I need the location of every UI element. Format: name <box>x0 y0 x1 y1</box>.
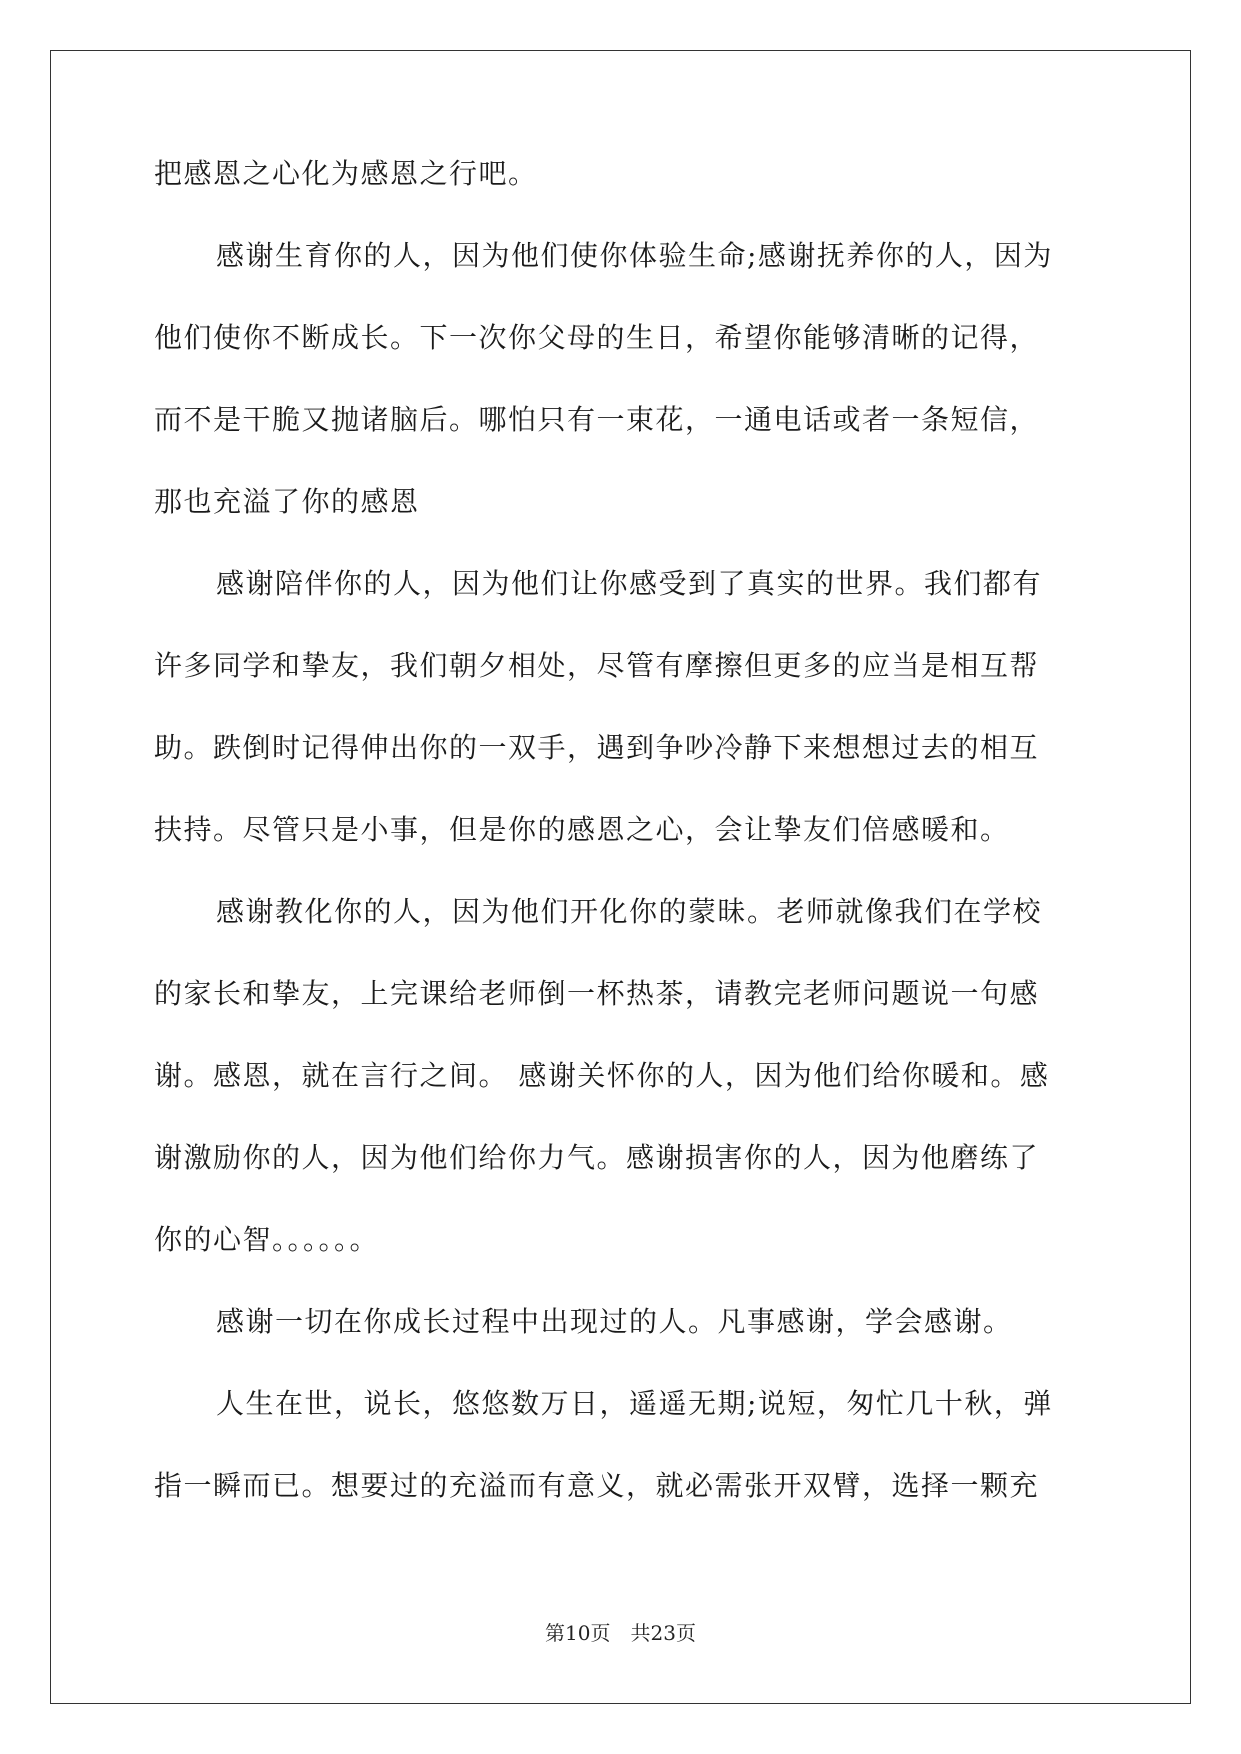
paragraph-start-line: 感谢一切在你成长过程中出现过的人。凡事感谢，学会感谢。 <box>216 1305 1013 1338</box>
paragraph-start-line: 人生在世，说长，悠悠数万日，遥遥无期;说短，匆忙几十秋，弹 <box>216 1387 1053 1420</box>
page-total: 共23页 <box>630 1621 696 1645</box>
text-line: 你的心智。。。。。。 <box>154 1223 380 1256</box>
page-number: 第10页 <box>545 1621 611 1645</box>
text-line: 扶持。尽管只是小事，但是你的感恩之心，会让挚友们倍感暖和。 <box>154 813 1010 846</box>
text-line: 把感恩之心化为感恩之行吧。 <box>154 157 538 190</box>
paragraph-start-line: 感谢教化你的人，因为他们开化你的蒙昧。老师就像我们在学校 <box>216 895 1043 928</box>
text-line: 谢激励你的人，因为他们给你力气。感谢损害你的人，因为他磨练了 <box>154 1141 1040 1174</box>
text-line: 谢。感恩，就在言行之间。 感谢关怀你的人，因为他们给你暖和。感 <box>154 1059 1050 1092</box>
paragraph-start-line: 感谢陪伴你的人，因为他们让你感受到了真实的世界。我们都有 <box>216 567 1043 600</box>
text-line: 助。跌倒时记得伸出你的一双手，遇到争吵冷静下来想想过去的相互 <box>154 731 1040 764</box>
text-line: 他们使你不断成长。下一次你父母的生日，希望你能够清晰的记得， <box>154 321 1040 354</box>
document-body <box>154 157 1089 1554</box>
text-line: 而不是干脆又抛诸脑后。哪怕只有一束花，一通电话或者一条短信， <box>154 403 1040 436</box>
text-line: 许多同学和挚友，我们朝夕相处，尽管有摩擦但更多的应当是相互帮 <box>154 649 1040 682</box>
paragraph-start-line: 感谢生育你的人，因为他们使你体验生命;感谢抚养你的人，因为 <box>216 239 1053 272</box>
text-line: 那也充溢了你的感恩 <box>154 485 420 518</box>
text-line: 的家长和挚友，上完课给老师倒一杯热茶，请教完老师问题说一句感 <box>154 977 1040 1010</box>
text-line: 指一瞬而已。想要过的充溢而有意义，就必需张开双臂，选择一颗充 <box>154 1469 1040 1502</box>
page-footer <box>0 1617 1241 1646</box>
